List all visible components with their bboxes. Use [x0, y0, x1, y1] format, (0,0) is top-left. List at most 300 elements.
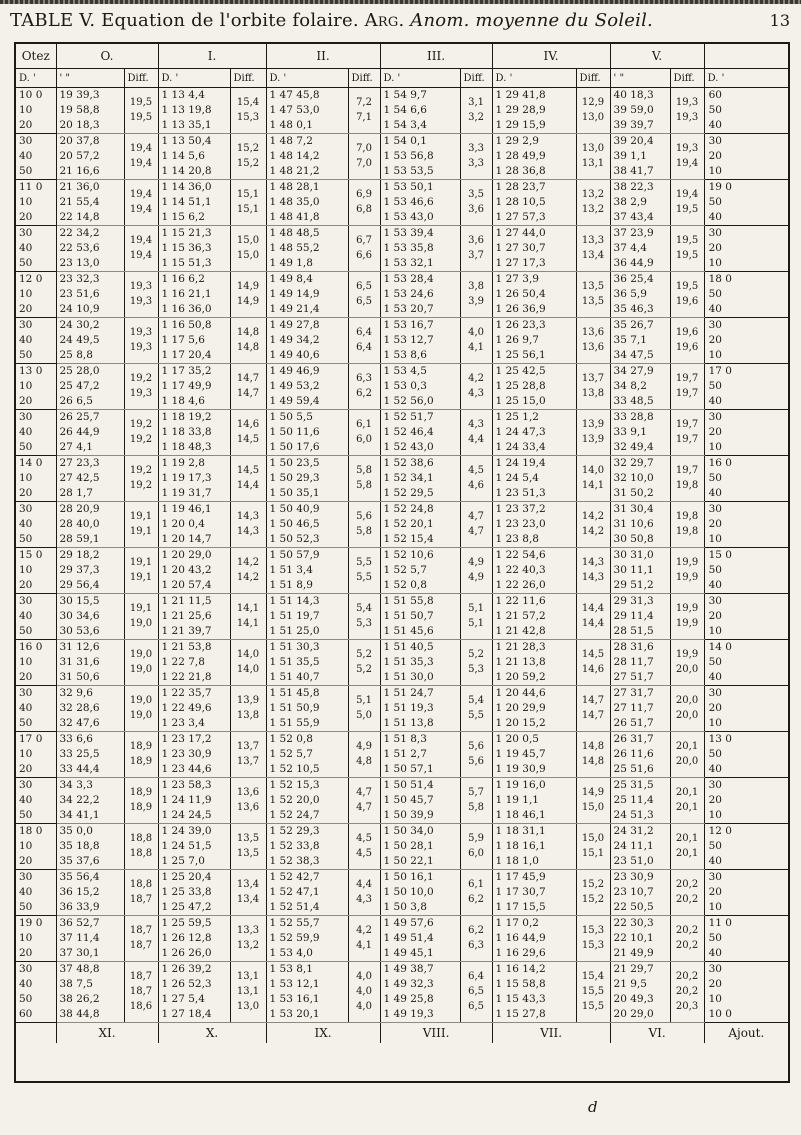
table-cell-line: 14,0: [236, 664, 260, 675]
table-cell-line: 1 27 5,4: [161, 993, 205, 1005]
table-cell-line: 22 14,8: [59, 211, 100, 223]
table-cell-line: 15,3: [581, 940, 605, 951]
table-cell-line: 20,2: [675, 986, 699, 997]
value-cell: [610, 962, 670, 1023]
table-row: [16, 226, 788, 272]
table-row: [16, 640, 788, 686]
value-cell: [380, 272, 460, 318]
table-cell-line: 1 50 11,6: [269, 426, 320, 438]
table-cell-line: 34 27,9: [613, 365, 654, 377]
table-cell-line: 4,3: [468, 388, 484, 399]
table-cell-line: 19,7: [675, 465, 699, 476]
table-row: [16, 548, 788, 594]
degree-cell: [16, 502, 56, 548]
table-row: [16, 778, 788, 824]
table-cell-line: 4,1: [356, 940, 372, 951]
table-cell-line: 15,0: [236, 235, 260, 246]
table-cell-line: 13,2: [236, 940, 260, 951]
table-cell-line: 1 16 36,0: [161, 303, 212, 315]
table-cell-line: 1 18 19,2: [161, 411, 212, 423]
table-cell-line: 40: [19, 610, 33, 622]
table-cell-line: 1 20 0,5: [495, 733, 539, 745]
value-cell: [492, 226, 576, 272]
table-cell-line: 1 54 6,6: [383, 104, 427, 116]
value-cell: [56, 226, 124, 272]
diff-cell: [230, 686, 266, 732]
table-cell-line: 1 48 14,2: [269, 150, 320, 162]
table-cell-line: 39 1,1: [613, 150, 647, 162]
table-cell-line: 38 7,5: [59, 978, 93, 990]
table-cell-line: 1 51 30,3: [269, 641, 320, 653]
value-cell: [158, 778, 230, 824]
table-cell-line: 30 34,6: [59, 610, 100, 622]
table-cell-line: 1 17 15,5: [495, 901, 546, 913]
table-cell-line: 19,2: [129, 419, 153, 430]
degree-cell: [16, 226, 56, 272]
table-cell-line: 10: [19, 472, 33, 484]
table-cell-line: 1 53 53,5: [383, 165, 434, 177]
table-cell-line: 3,3: [468, 158, 484, 169]
table-cell-line: 1 51 3,4: [269, 564, 313, 576]
table-cell-line: 4,7: [356, 787, 372, 798]
degree-cell-right: [704, 778, 788, 824]
table-cell-line: 1 49 45,1: [383, 947, 434, 959]
table-cell-line: 19,1: [129, 557, 153, 568]
diff-cell: [576, 456, 610, 502]
value-cell: [380, 364, 460, 410]
table-cell-line: 14,4: [236, 480, 260, 491]
diff-cell: [576, 962, 610, 1023]
footer-col-3: VIII.: [380, 1023, 492, 1044]
table-cell-line: 19,3: [129, 296, 153, 307]
table-cell-line: 1 48 41,8: [269, 211, 320, 223]
subheader-value: ' ": [610, 69, 670, 88]
table-cell-line: 19,4: [675, 189, 699, 200]
diff-cell: [670, 916, 704, 962]
table-cell-line: 26 51,7: [613, 717, 654, 729]
table-cell-line: 4,0: [356, 986, 372, 997]
value-cell: [380, 916, 460, 962]
table-cell-line: 10: [19, 104, 33, 116]
table-cell-line: 19,9: [675, 649, 699, 660]
table-cell-line: 14,8: [236, 342, 260, 353]
table-cell-line: 1 24 19,4: [495, 457, 546, 469]
table-cell-line: 15,5: [581, 986, 605, 997]
diff-cell: [670, 180, 704, 226]
table-cell-line: 23 32,3: [59, 273, 100, 285]
table-cell-line: 50: [19, 625, 33, 637]
table-cell-line: 19,5: [675, 235, 699, 246]
degree-cell-right: [704, 318, 788, 364]
table-cell-line: 1 51 55,9: [269, 717, 320, 729]
table-cell-line: 14,3: [581, 557, 605, 568]
value-cell: [158, 318, 230, 364]
value-cell: [380, 180, 460, 226]
diff-cell: [460, 134, 492, 180]
table-cell-line: 1 13 50,4: [161, 135, 212, 147]
diff-cell: [670, 502, 704, 548]
diff-cell: [124, 272, 158, 318]
table-cell-line: 5,4: [356, 603, 372, 614]
degree-cell-right: [704, 824, 788, 870]
table-cell-line: 20: [708, 702, 722, 714]
table-cell-line: 1 17 0,2: [495, 917, 539, 929]
table-cell-line: 22 34,2: [59, 227, 100, 239]
table-cell-line: 4,0: [356, 1001, 372, 1012]
table-cell-line: 28 20,9: [59, 503, 100, 515]
table-cell-line: 14,8: [236, 327, 260, 338]
table-cell-line: 1 19 46,1: [161, 503, 212, 515]
table-cell-line: 14,2: [236, 557, 260, 568]
subheader-value: D. ': [158, 69, 230, 88]
subheader-value: D. ': [266, 69, 348, 88]
table-cell-line: 19,3: [129, 388, 153, 399]
table-cell-line: 1 52 46,4: [383, 426, 434, 438]
value-cell: [56, 916, 124, 962]
table-cell-line: 26 31,7: [613, 733, 654, 745]
table-cell-line: 4,3: [356, 894, 372, 905]
table-cell-line: 19,3: [675, 97, 699, 108]
table-cell-line: 1 52 47,1: [269, 886, 320, 898]
table-cell-line: 13,4: [236, 894, 260, 905]
table-cell-line: 20,2: [675, 925, 699, 936]
table-cell-line: 1 21 11,5: [161, 595, 212, 607]
value-cell: [56, 640, 124, 686]
table-cell-line: 6,0: [356, 434, 372, 445]
table-cell-line: 1 51 45,6: [383, 625, 434, 637]
diff-cell: [348, 410, 380, 456]
table-cell-line: 4,9: [356, 741, 372, 752]
table-cell-line: 1 52 34,1: [383, 472, 434, 484]
table-cell-line: 25 8,8: [59, 349, 93, 361]
table-row: [16, 272, 788, 318]
table-cell-line: 5,5: [356, 557, 372, 568]
table-cell-line: 29 51,2: [613, 579, 654, 591]
diff-cell: [460, 502, 492, 548]
table-cell-line: 1 28 36,8: [495, 165, 546, 177]
table-cell-line: 4,9: [468, 572, 484, 583]
diff-cell: [124, 824, 158, 870]
table-cell-line: 1 25 33,8: [161, 886, 212, 898]
table-cell-line: 4,4: [468, 434, 484, 445]
table-cell-line: 20,3: [675, 1001, 699, 1012]
diff-cell: [124, 594, 158, 640]
table-cell-line: 1 50 23,5: [269, 457, 320, 469]
diff-cell: [348, 180, 380, 226]
table-cell-line: 1 25 20,4: [161, 871, 212, 883]
value-cell: [492, 180, 576, 226]
table-cell-line: 19,3: [129, 342, 153, 353]
table-cell-line: 10: [708, 901, 722, 913]
table-cell-line: 17 0: [708, 365, 732, 377]
value-cell: [610, 410, 670, 456]
diff-cell: [576, 272, 610, 318]
value-cell: [380, 962, 460, 1023]
diff-cell: [230, 548, 266, 594]
table-cell-line: 1 49 25,8: [383, 993, 434, 1005]
table-cell-line: 1 51 25,0: [269, 625, 320, 637]
diff-cell: [576, 732, 610, 778]
value-cell: [380, 226, 460, 272]
table-cell-line: 1 18 48,3: [161, 441, 212, 453]
table-cell-line: 20: [708, 334, 722, 346]
diff-cell: [670, 686, 704, 732]
table-cell-line: 6,3: [468, 940, 484, 951]
value-cell: [56, 410, 124, 456]
table-cell-line: 6,4: [356, 342, 372, 353]
diff-cell: [670, 778, 704, 824]
degree-cell-right: [704, 410, 788, 456]
table-cell-line: 1 47 53,0: [269, 104, 320, 116]
value-cell: [380, 640, 460, 686]
table-cell-line: 18,8: [129, 833, 153, 844]
value-cell: [380, 88, 460, 134]
footer-ajout: Ajout.: [704, 1023, 788, 1044]
table-cell-line: 19,4: [129, 250, 153, 261]
table-cell-line: 6,7: [356, 235, 372, 246]
table-cell-line: 30 15,5: [59, 595, 100, 607]
table-cell-line: 1 22 21,8: [161, 671, 212, 683]
table-cell-line: 38 2,9: [613, 196, 647, 208]
table-cell-line: 27 51,7: [613, 671, 654, 683]
table-cell-line: 18,7: [129, 986, 153, 997]
value-cell: [492, 134, 576, 180]
table-cell-line: 14,1: [236, 618, 260, 629]
table-cell-line: 14,8: [581, 756, 605, 767]
table-cell-line: 30: [708, 503, 722, 515]
table-cell-line: 30: [19, 135, 33, 147]
table-cell-line: 16 0: [19, 641, 43, 653]
table-cell-line: 33 48,5: [613, 395, 654, 407]
degree-cell: [16, 272, 56, 318]
table-cell-line: 1 53 32,1: [383, 257, 434, 269]
table-cell-line: 13,3: [236, 925, 260, 936]
table-cell-line: 1 19 31,7: [161, 487, 212, 499]
table-cell-line: 19 39,3: [59, 89, 100, 101]
table-cell-line: 1 54 3,4: [383, 119, 427, 131]
table-cell-line: 30: [708, 871, 722, 883]
table-cell-line: 1 18 31,1: [495, 825, 546, 837]
footer-col-2: IX.: [266, 1023, 380, 1044]
table-cell-line: 1 48 0,1: [269, 119, 313, 131]
table-cell-line: 1 21 53,8: [161, 641, 212, 653]
diff-cell: [460, 410, 492, 456]
diff-cell: [460, 824, 492, 870]
table-cell-line: 13,1: [581, 158, 605, 169]
table-cell-line: 13,2: [581, 189, 605, 200]
table-cell-line: 13,5: [236, 833, 260, 844]
degree-cell-right: [704, 502, 788, 548]
table-body: [16, 88, 788, 1023]
table-cell-line: 20: [708, 150, 722, 162]
diff-cell: [576, 364, 610, 410]
table-cell-line: 20 49,3: [613, 993, 654, 1005]
table-cell-line: 37 30,1: [59, 947, 100, 959]
table-cell-line: 1 52 33,8: [269, 840, 320, 852]
value-cell: [158, 364, 230, 410]
diff-cell: [348, 870, 380, 916]
degree-cell-right: [704, 962, 788, 1023]
diff-cell: [576, 870, 610, 916]
table-cell-line: 1 50 10,0: [383, 886, 434, 898]
table-cell-line: 19,0: [129, 649, 153, 660]
table-cell-line: 19,1: [129, 572, 153, 583]
table-cell-line: 22 30,3: [613, 917, 654, 929]
value-cell: [266, 88, 348, 134]
table-cell-line: 19,0: [129, 664, 153, 675]
diff-cell: [460, 456, 492, 502]
diff-cell: [230, 456, 266, 502]
value-cell: [158, 732, 230, 778]
table-cell-line: 50: [708, 564, 722, 576]
table-cell-line: 1 23 37,2: [495, 503, 546, 515]
table-row: [16, 732, 788, 778]
degree-cell: [16, 962, 56, 1023]
table-cell-line: 19,8: [675, 480, 699, 491]
table-cell-line: 1 52 29,3: [269, 825, 320, 837]
table-cell-line: 37 48,8: [59, 963, 100, 975]
value-cell: [266, 226, 348, 272]
table-cell-line: 14,9: [236, 281, 260, 292]
table-cell-line: 23 13,0: [59, 257, 100, 269]
table-cell-line: 13,5: [236, 848, 260, 859]
table-cell-line: 1 20 44,6: [495, 687, 546, 699]
title-argument: Anom. moyenne du Soleil.: [404, 10, 653, 31]
table-cell-line: 4,7: [468, 526, 484, 537]
table-cell-line: 6,5: [356, 281, 372, 292]
table-cell-line: 1 50 28,1: [383, 840, 434, 852]
table-cell-line: 1 20 0,4: [161, 518, 205, 530]
value-cell: [56, 732, 124, 778]
table-cell-line: 1 49 38,7: [383, 963, 434, 975]
table-cell-line: 1 50 39,9: [383, 809, 434, 821]
table-cell-line: 30: [708, 411, 722, 423]
table-cell-line: 6,1: [356, 419, 372, 430]
table-cell-line: 50: [19, 441, 33, 453]
table-cell-line: 22 53,6: [59, 242, 100, 254]
table-cell-line: 20: [708, 518, 722, 530]
value-cell: [610, 88, 670, 134]
table-cell-line: 3,7: [468, 250, 484, 261]
diff-cell: [576, 778, 610, 824]
table-cell-line: 18,7: [129, 971, 153, 982]
table-cell-line: 20: [19, 579, 33, 591]
table-cell-line: 1 54 9,7: [383, 89, 427, 101]
table-cell-line: 37 11,4: [59, 932, 100, 944]
table-cell-line: 19,2: [129, 434, 153, 445]
table-cell-line: 1 48 28,1: [269, 181, 320, 193]
table-cell-line: 5,6: [468, 756, 484, 767]
diff-cell: [124, 686, 158, 732]
table-cell-line: 30: [708, 227, 722, 239]
table-cell-line: 1 53 4,5: [383, 365, 427, 377]
table-cell-line: 1 25 47,2: [161, 901, 212, 913]
table-cell-line: 1 26 23,3: [495, 319, 546, 331]
table-cell-line: 30: [708, 595, 722, 607]
table-cell-line: 23 30,9: [613, 871, 654, 883]
table-cell-line: 1 23 8,8: [495, 533, 539, 545]
table-cell-line: 1 24 24,5: [161, 809, 212, 821]
table-cell-line: 1 29 15,9: [495, 119, 546, 131]
table-cell-line: 5,9: [468, 833, 484, 844]
table-cell-line: 28 40,0: [59, 518, 100, 530]
table-cell-line: 1 53 4,0: [269, 947, 313, 959]
table-cell-line: 10: [19, 656, 33, 668]
table-cell-line: 1 15 27,8: [495, 1008, 546, 1020]
diff-cell: [576, 686, 610, 732]
diff-cell: [230, 318, 266, 364]
table-cell-line: 40: [708, 395, 722, 407]
table-cell-line: 10: [19, 840, 33, 852]
table-cell-line: 4,0: [356, 971, 372, 982]
diff-cell: [670, 456, 704, 502]
table-cell-line: 13,9: [581, 419, 605, 430]
table-cell-line: 13,0: [581, 112, 605, 123]
table-cell-line: 30: [708, 687, 722, 699]
diff-cell: [348, 916, 380, 962]
table-row: [16, 88, 788, 134]
table-cell-line: 19,0: [129, 695, 153, 706]
table-cell-line: 1 20 57,4: [161, 579, 212, 591]
table-cell-line: 1 53 8,6: [383, 349, 427, 361]
table-cell-line: 1 27 17,3: [495, 257, 546, 269]
table-cell-line: 5,1: [468, 603, 484, 614]
table-cell-line: 32 9,6: [59, 687, 93, 699]
table-cell-line: 1 52 20,0: [269, 794, 320, 806]
value-cell: [610, 916, 670, 962]
table-cell-line: 11 0: [19, 181, 43, 193]
table-cell-line: 40: [19, 794, 33, 806]
table-cell-line: 39 20,4: [613, 135, 654, 147]
table-cell-line: 7,1: [356, 112, 372, 123]
table-cell-line: 20,1: [675, 833, 699, 844]
value-cell: [266, 778, 348, 824]
table-cell-line: 4,8: [356, 756, 372, 767]
table-cell-line: 3,8: [468, 281, 484, 292]
table-row: [16, 134, 788, 180]
table-cell-line: 1 16 50,8: [161, 319, 212, 331]
table-cell-line: 1 48 7,2: [269, 135, 313, 147]
table-cell-line: 4,1: [468, 342, 484, 353]
diff-cell: [124, 778, 158, 824]
table-cell-line: 1 24 33,4: [495, 441, 546, 453]
value-cell: [158, 410, 230, 456]
table-cell-line: 1 50 5,5: [269, 411, 313, 423]
table-cell-line: 19,5: [129, 97, 153, 108]
table-cell-line: 1 16 29,6: [495, 947, 546, 959]
footer-blank: [16, 1023, 56, 1044]
table-cell-line: 15,0: [581, 833, 605, 844]
table-cell-line: 1 20 43,2: [161, 564, 212, 576]
table-cell-line: 40: [19, 978, 33, 990]
table-cell-line: 10: [19, 748, 33, 760]
table-cell-line: 1 53 12,1: [269, 978, 320, 990]
table-cell-line: 1 52 59,9: [269, 932, 320, 944]
degree-cell: [16, 640, 56, 686]
table-cell-line: 1 22 35,7: [161, 687, 212, 699]
diff-cell: [576, 318, 610, 364]
table-cell-line: 18,8: [129, 879, 153, 890]
diff-cell: [348, 640, 380, 686]
value-cell: [610, 502, 670, 548]
diff-cell: [348, 364, 380, 410]
table-cell-line: 15,0: [236, 250, 260, 261]
table-cell-line: 40: [19, 426, 33, 438]
degree-cell-right: [704, 180, 788, 226]
value-cell: [610, 180, 670, 226]
table-cell-line: 1 53 16,1: [269, 993, 320, 1005]
value-cell: [158, 594, 230, 640]
